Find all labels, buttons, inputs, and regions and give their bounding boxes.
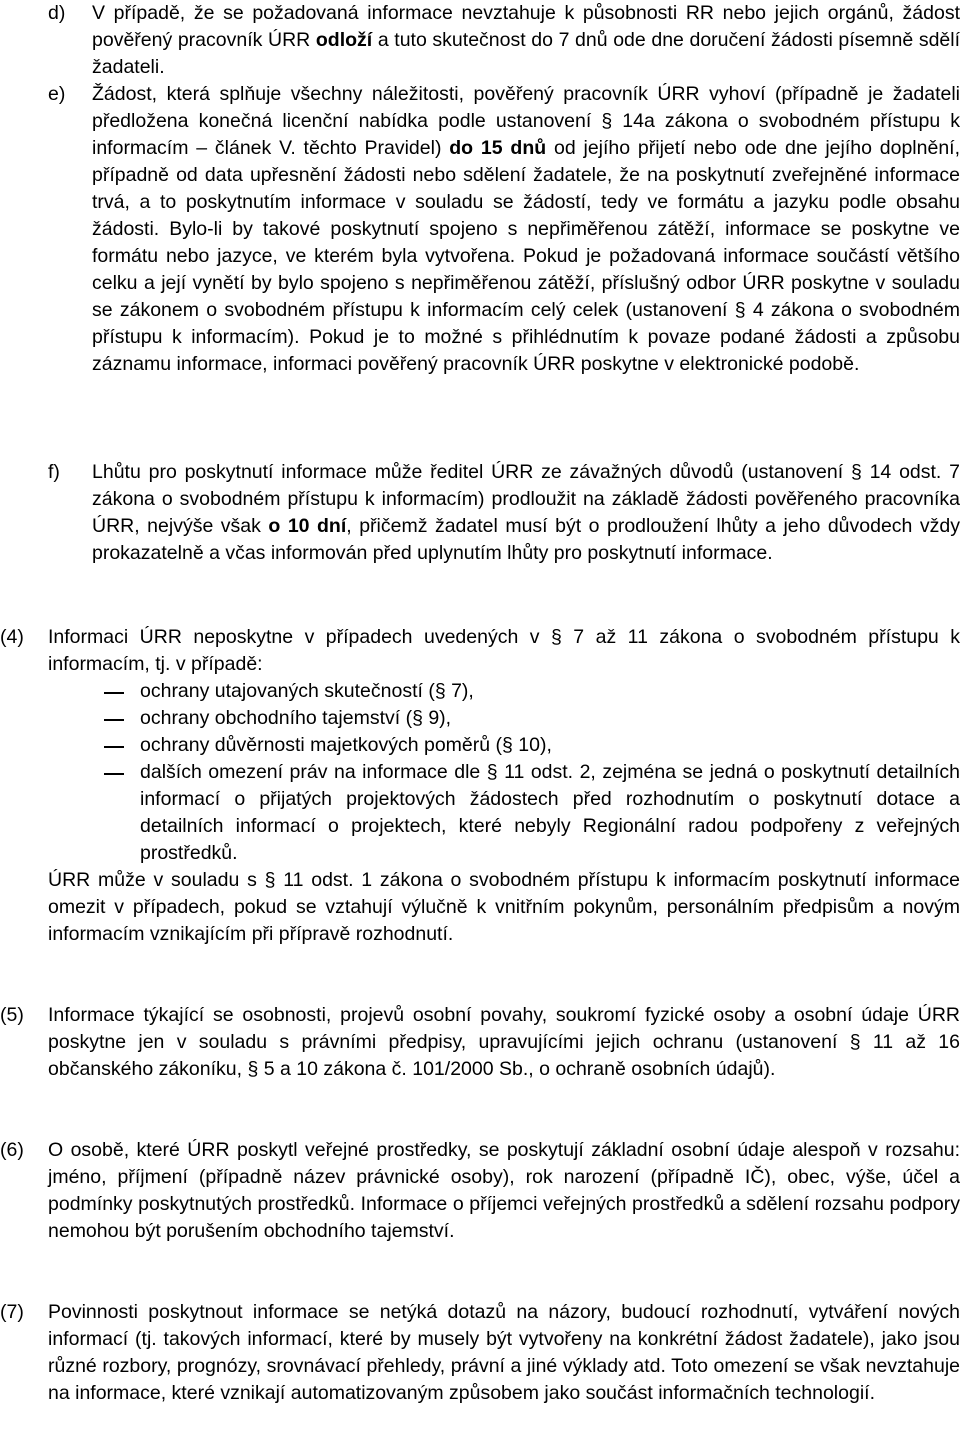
paragraph-6: [0, 1137, 960, 1245]
dash-bullet-icon: [104, 732, 140, 759]
item-f-text: Lhůtu pro poskytnutí informace může ředitel ÚRR ze závažných důvodů (ustanovení § 14 odst. 7 zákona o svobodném přístupu k informacím) prodloužit na základě žádosti pověřeného pracovníka ÚRR, nejvýše však o 10 dní, přičemž žadatel musí být o prodloužení lhůty a jeho důvodech vždy prokazatelně a včas informován před uplynutím lhůty pro poskytnutí informace.: [92, 461, 960, 564]
dash-bullet-icon: [104, 759, 140, 867]
paragraph-5-label: (5): [0, 1004, 24, 1026]
emphasis-text: do 15 dnů: [449, 137, 547, 159]
list-item: [104, 705, 960, 732]
item-e-text: Žádost, která splňuje všechny náležitosti, pověřený pracovník ÚRR vyhoví (případně je žadateli předložena konečná licenční nabídka podle ustanovení § 14a zákona o svobodném přístupu k informacím – článek V. těchto Pravidel) do 15 dnů od jejího přijetí nebo ode dne jejího doplnění, případně od data upřesnění žádosti nebo sdělení žadatele, že na poskytnutí zveřejněné informace trvá, a to poskytnutím informace v souladu se žádostí, tedy ve formátu a jazyku podle obsahu žádosti. Bylo-li by takové poskytnutí spojeno s nepřiměřenou zátěží, informace se poskytne ve formátu nebo jazyce, ve kterém byla vytvořena. Pokud je požadovaná informace součástí většího celku a její vynětí by bylo spojeno s nepřiměřenou zátěží, příslušný odbor ÚRR poskytne v souladu se zákonem o svobodném přístupu k informacím celý celek (ustanovení § 4 zákona o svobodném přístupu k informacím). Pokud je to možné s přihlédnutím k povaze podané žádosti a způsobu záznamu informace, informaci pověřený pracovník ÚRR poskytne v elektronické podobě.: [92, 83, 960, 375]
paragraph-7-text: Povinnosti poskytnout informace se netýká dotazů na názory, budoucí rozhodnutí, vytváření nových informací (tj. takových informací, které by musely být vytvořeny na konkrétní žádost žadatele), jako jsou různé rozbory, prognózy, srovnávací přehledy, právní a jiné výklady atd. Toto omezení se však nevztahuje na informace, které vznikají automatizovaným způsobem jako součást informačních technologií.: [48, 1301, 960, 1404]
paragraph-5: [0, 1002, 960, 1083]
paragraph-6-text: O osobě, které ÚRR poskytl veřejné prostředky, se poskytují základní osobní údaje alespoň v rozsahu: jméno, příjmení (případně název právnické osoby), rok narození (případně IČ), obec, výše, účel a podmínky poskytnutých prostředků. Informace o příjemci veřejných prostředků a sdělení rozsahu podpory nemohou být porušením obchodního tajemství.: [48, 1139, 960, 1242]
paragraph-4-outro: [48, 867, 960, 948]
list-item: [104, 759, 960, 867]
emphasis-text: odloží: [315, 29, 373, 51]
item-d-text: V případě, že se požadovaná informace nevztahuje k působnosti RR nebo jejich orgánů, žádost pověřený pracovník ÚRR odloží a tuto skutečnost do 7 dnů ode dne doručení žádosti písemně sdělí žadateli.: [92, 2, 960, 78]
paragraph-4-list: [104, 678, 960, 867]
paragraph-4-outro-text: ÚRR může v souladu s § 11 odst. 1 zákona o svobodném přístupu k informacím poskytnutí informace omezit v případech, pokud se vztahují výlučně k vnitřním pokynům, personálním předpisům a novým informacím vznikajícím při přípravě rozhodnutí.: [48, 869, 960, 945]
item-d: [48, 0, 960, 81]
item-e: [48, 81, 960, 378]
paragraph-7: [0, 1299, 960, 1407]
item-e-label: e): [48, 83, 66, 105]
paragraph-4: [0, 624, 960, 678]
paragraph-4-intro: Informaci ÚRR neposkytne v případech uvedených v § 7 až 11 zákona o svobodném přístupu k informacím, tj. v případě:: [48, 626, 960, 675]
list-item-text: ochrany utajovaných skutečností (§ 7),: [140, 680, 474, 702]
list-item: [104, 678, 960, 705]
item-d-label: d): [48, 2, 66, 24]
item-f: [48, 459, 960, 567]
dash-bullet-icon: [104, 705, 140, 732]
list-item-text: dalších omezení práv na informace dle § 11 odst. 2, zejména se jedná o poskytnutí detailních informací o přijatých projektových žádostech před rozhodnutím o poskytnutí dotace a detailních informací o projektech, které nebyly Regionální radou podpořeny z veřejných prostředků.: [140, 761, 960, 864]
paragraph-7-label: (7): [0, 1301, 24, 1323]
paragraph-5-text: Informace týkající se osobnosti, projevů osobní povahy, soukromí fyzické osoby a osobní údaje ÚRR poskytne jen v souladu s právními předpisy, upravujícími jejich ochranu (ustanovení § 11 až 16 občanského zákoníku, § 5 a 10 zákona č. 101/2000 Sb., o ochraně osobních údajů).: [48, 1004, 960, 1080]
paragraph-4-label: (4): [0, 626, 24, 648]
emphasis-text: o 10 dní: [268, 515, 347, 537]
paragraph-6-label: (6): [0, 1139, 24, 1161]
list-item: [104, 732, 960, 759]
list-item-text: ochrany obchodního tajemství (§ 9),: [140, 707, 452, 729]
list-item-text: ochrany důvěrnosti majetkových poměrů (§ 10),: [140, 734, 552, 756]
item-f-label: f): [48, 461, 60, 483]
dash-bullet-icon: [104, 678, 140, 705]
